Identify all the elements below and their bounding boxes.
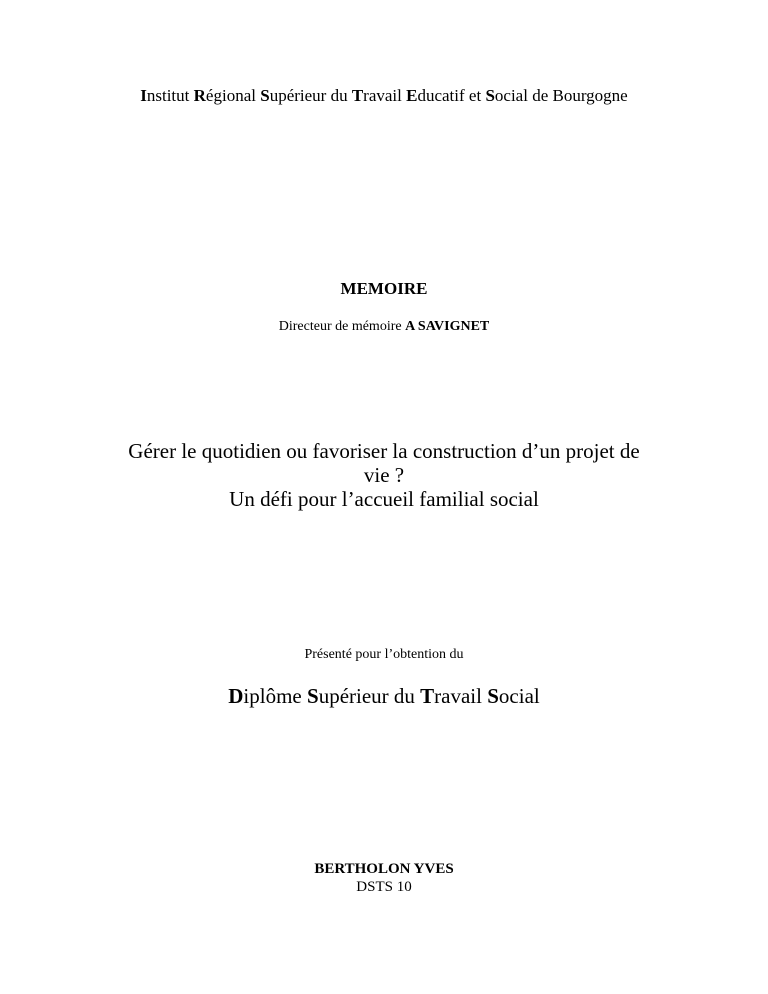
thesis-title [0, 439, 768, 511]
title-line-1: Gérer le quotidien ou favoriser la construction d’un projet de [128, 439, 640, 463]
title-line-2: vie ? [363, 463, 405, 487]
thesis-director [0, 319, 768, 335]
presentation-text: Présenté pour l’obtention du [304, 647, 464, 662]
diploma-name: Diplôme Supérieur du Travail Social [228, 684, 540, 708]
title-line-3: Un défi pour l’accueil familial social [229, 487, 539, 511]
author-promotion: DSTS 10 [356, 879, 412, 895]
document-type-heading: MEMOIRE [340, 279, 428, 298]
director-label: Directeur de mémoire [278, 319, 406, 334]
institution-name: Institut Régional Supérieur du Travail Educatif et Social de Bourgogne [140, 86, 628, 105]
author-name: BERTHOLON YVES [314, 861, 454, 877]
director-name: A SAVIGNET [405, 319, 490, 334]
